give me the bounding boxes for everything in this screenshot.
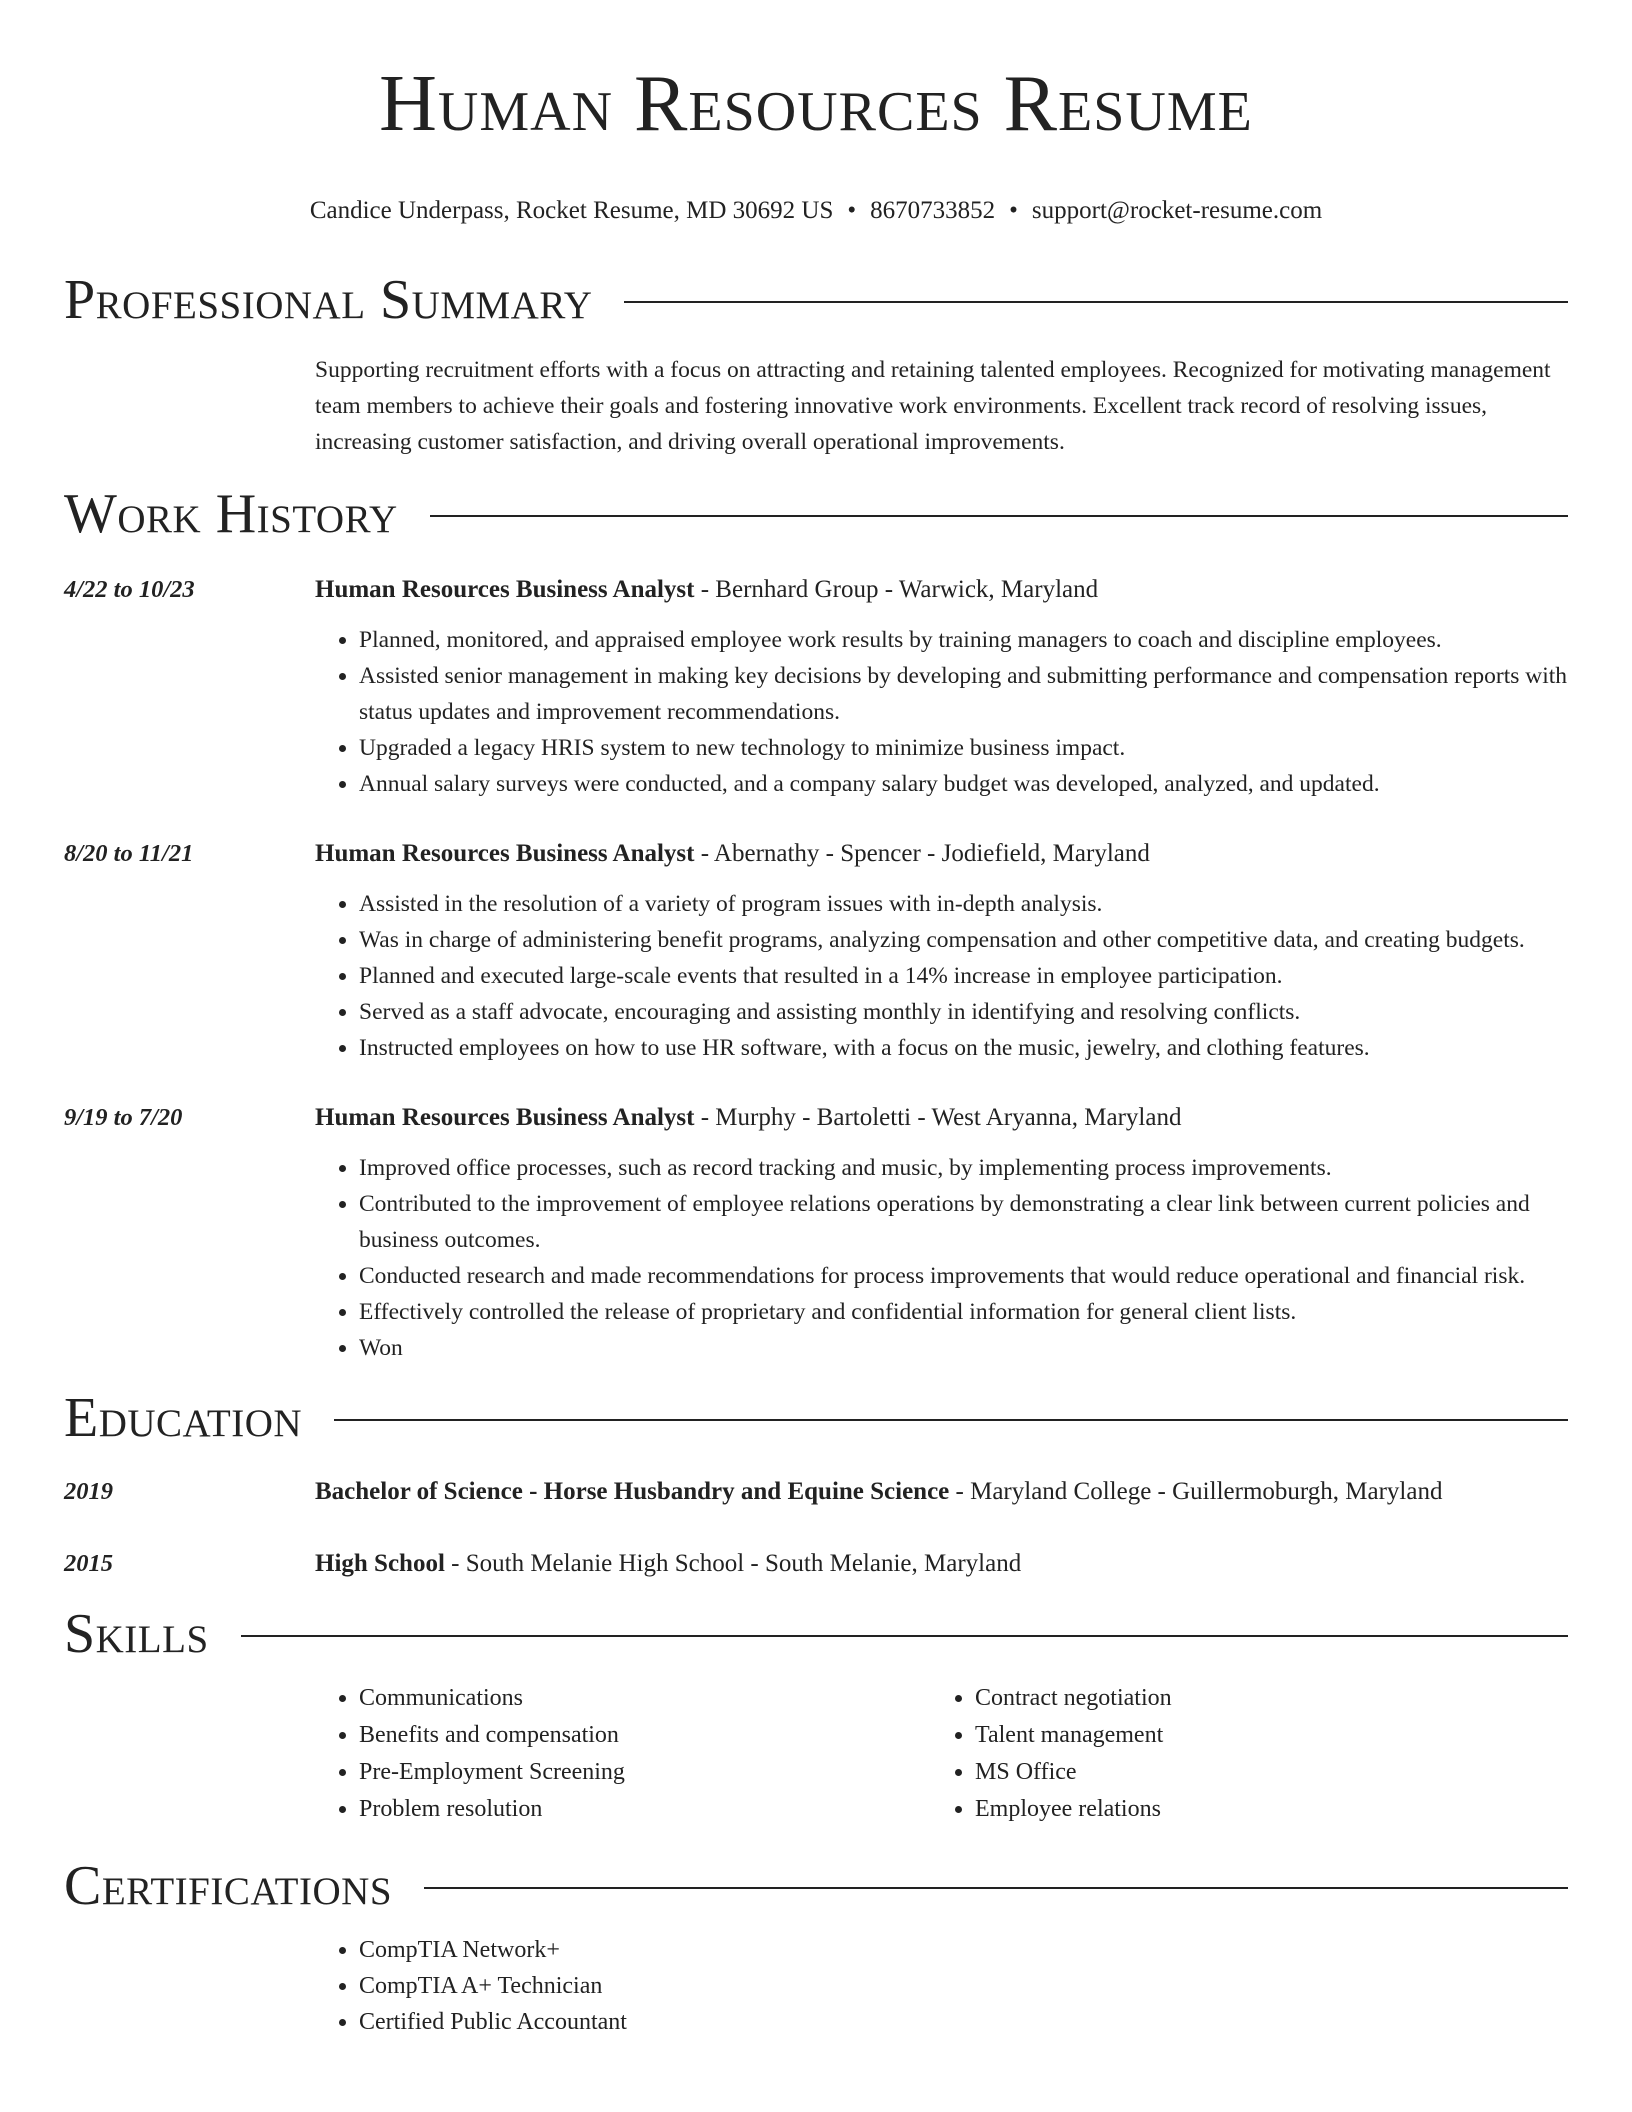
skill-item: • Communications (359, 1680, 931, 1717)
section-header-summary (64, 268, 1568, 332)
education-degree: High School (315, 1550, 445, 1577)
job-entry (64, 836, 1568, 1066)
skill-item: • Problem resolution (359, 1791, 931, 1828)
contact-separator: • (1009, 197, 1018, 224)
section-header-certifications (64, 1854, 1568, 1918)
skill-item: • Talent management (975, 1717, 1547, 1754)
section-title-skills: Skills (64, 1603, 209, 1665)
section-header-work (64, 482, 1568, 546)
certification-item: • Certified Public Accountant (359, 2004, 1568, 2040)
section-title-summary: Professional Summary (64, 269, 593, 331)
job-dates: 9/19 to 7/20 (64, 1104, 183, 1131)
section-divider (241, 1635, 1568, 1637)
job-bullet: • Upgraded a legacy HRIS system to new technology to minimize business impact. (359, 730, 1568, 766)
education-degree: Bachelor of Science - Horse Husbandry and Equine Science (315, 1478, 950, 1505)
section-divider (624, 301, 1568, 303)
job-bullet: • Conducted research and made recommendations for process improvements that would reduce operational and financial risk. (359, 1258, 1568, 1294)
job-heading (315, 572, 1568, 608)
job-content (315, 572, 1568, 802)
education-school: - South Melanie High School - South Melanie, Maryland (444, 1550, 1022, 1577)
job-bullet: • Was in charge of administering benefit programs, analyzing compensation and other competitive data, and creating budgets. (359, 922, 1568, 958)
section-header-skills (64, 1602, 1568, 1666)
section-divider (424, 1887, 1568, 1889)
contact-line (64, 194, 1568, 228)
job-bullets (315, 886, 1568, 1066)
work-history-list (64, 572, 1568, 1366)
job-dates: 8/20 to 11/21 (64, 840, 194, 867)
contact-address: Candice Underpass, Rocket Resume, MD 30692 US (309, 197, 834, 224)
job-bullet: • Improved office processes, such as record tracking and music, by implementing process improvements. (359, 1150, 1568, 1186)
job-bullet: • Planned, monitored, and appraised employee work results by training managers to coach and discipline employees. (359, 622, 1568, 658)
job-bullet: • Assisted senior management in making key decisions by developing and submitting performance and compensation reports with status updates and improvement recommendations. (359, 658, 1568, 730)
job-bullet: • Annual salary surveys were conducted, and a company salary budget was developed, analyzed, and updated. (359, 766, 1568, 802)
job-entry (64, 1100, 1568, 1366)
job-bullet: • Served as a staff advocate, encouraging and assisting monthly in identifying and resolving conflicts. (359, 994, 1568, 1030)
summary-text: Supporting recruitment efforts with a focus on attracting and retaining talented employees. Recognized for motivating management team members to achieve their goals and fostering innovative work environments. Excellent track record of resolving issues, increasing customer satisfaction, and driving overall operational improvements. (315, 357, 1551, 455)
section-title-work: Work History (64, 483, 398, 545)
contact-separator: • (847, 197, 857, 224)
job-bullets (315, 622, 1568, 802)
skill-item: • Contract negotiation (975, 1680, 1547, 1717)
job-content (315, 1100, 1568, 1366)
job-entry (64, 572, 1568, 802)
job-title: Human Resources Business Analyst (315, 840, 695, 867)
job-bullet: • Assisted in the resolution of a variety of program issues with in-depth analysis. (359, 886, 1568, 922)
job-bullet: • Won (359, 1330, 1568, 1366)
contact-email[interactable]: support@rocket-resume.com (1031, 197, 1323, 224)
job-employer: - Bernhard Group - Warwick, Maryland (694, 576, 1099, 603)
skill-item: • Pre-Employment Screening (359, 1754, 931, 1791)
page-title: Human Resources Resume (379, 60, 1253, 148)
section-title-education: Education (64, 1387, 303, 1449)
section-title-certifications: Certifications (64, 1855, 393, 1917)
certifications-list (315, 1932, 1568, 2040)
education-entry (64, 1546, 1568, 1582)
job-dates: 4/22 to 10/23 (64, 576, 195, 603)
section-divider (430, 515, 1568, 517)
skills-column-left (315, 1680, 931, 1828)
education-school: - Maryland College - Guillermoburgh, Maryland (949, 1478, 1443, 1505)
job-heading (315, 1100, 1568, 1136)
job-bullet: • Instructed employees on how to use HR software, with a focus on the music, jewelry, and clothing features. (359, 1030, 1568, 1066)
job-content (315, 836, 1568, 1066)
job-bullet: • Planned and executed large-scale events that resulted in a 14% increase in employee participation. (359, 958, 1568, 994)
skill-item: • Employee relations (975, 1791, 1547, 1828)
education-year: 2015 (64, 1550, 113, 1577)
education-content (315, 1546, 1568, 1582)
certification-item: • CompTIA A+ Technician (359, 1968, 1568, 2004)
skills-column-right (931, 1680, 1547, 1828)
contact-phone: 8670733852 (870, 197, 996, 224)
section-divider (334, 1419, 1568, 1421)
job-bullets (315, 1150, 1568, 1366)
education-content (315, 1474, 1568, 1510)
job-employer: - Murphy - Bartoletti - West Aryanna, Maryland (694, 1104, 1182, 1131)
skill-item: • MS Office (975, 1754, 1547, 1791)
job-title: Human Resources Business Analyst (315, 576, 695, 603)
certification-item: • CompTIA Network+ (359, 1932, 1568, 1968)
job-employer: - Abernathy - Spencer - Jodiefield, Maryland (694, 840, 1150, 867)
job-title: Human Resources Business Analyst (315, 1104, 695, 1131)
skills-grid (315, 1680, 1568, 1828)
job-heading (315, 836, 1568, 872)
section-header-education (64, 1386, 1568, 1450)
skill-item: • Benefits and compensation (359, 1717, 931, 1754)
job-bullet: • Contributed to the improvement of employee relations operations by demonstrating a clear link between current policies and business outcomes. (359, 1186, 1568, 1258)
certifications-bullets (315, 1932, 1568, 2040)
job-bullet: • Effectively controlled the release of proprietary and confidential information for general client lists. (359, 1294, 1568, 1330)
education-list (64, 1474, 1568, 1582)
education-entry (64, 1474, 1568, 1510)
education-year: 2019 (64, 1478, 113, 1505)
